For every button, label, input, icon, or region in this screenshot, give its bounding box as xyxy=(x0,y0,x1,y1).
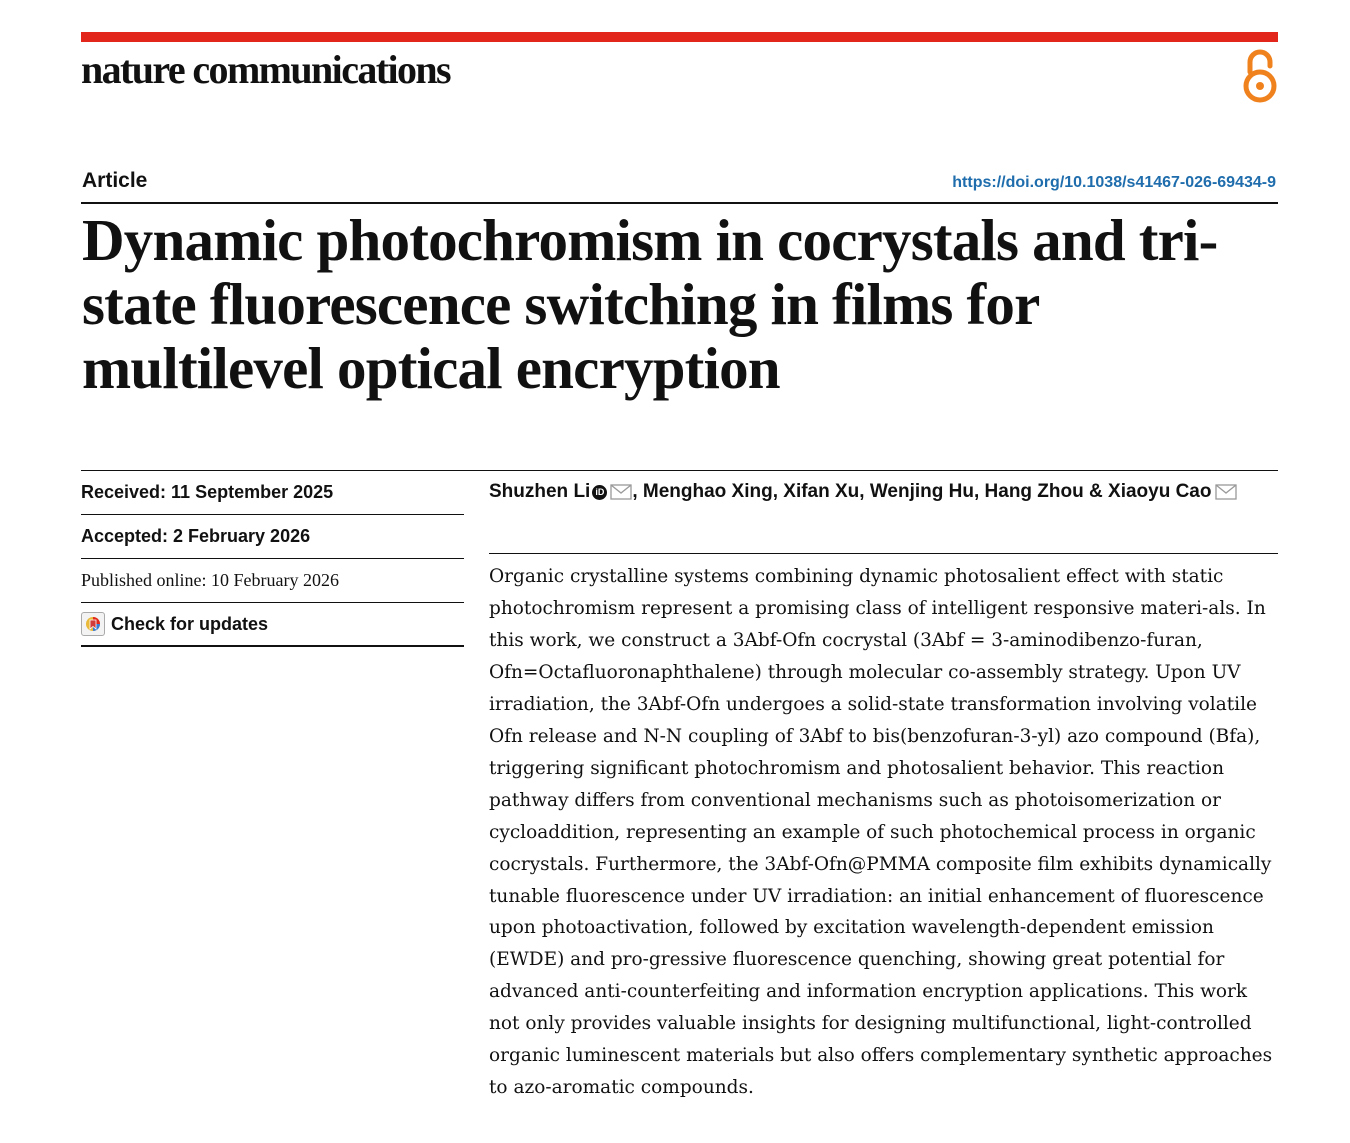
open-access-icon[interactable] xyxy=(1238,46,1282,106)
received-date: Received: 11 September 2025 xyxy=(81,471,464,515)
check-for-updates-label: Check for updates xyxy=(111,613,269,634)
mail-icon[interactable] xyxy=(1215,484,1237,500)
journal-accent-bar xyxy=(81,32,1278,42)
divider xyxy=(489,553,1278,554)
abstract: Organic crystalline systems combining dynamic photosalient effect with static photochromism represent a promising class of intelligent responsive materi-als. In this work, we construct a 3Abf-Ofn cocrystal (3Abf = 3-aminodibenzo-furan, Ofn=Octafluoronaphthalene) through molecular co-assembly strategy. Upon UV irradiation, the 3Abf-Ofn undergoes a solid-state transformation involving volatile Ofn release and N-N coupling of 3Abf to bis(benzofuran-3-yl) azo compound (Bfa), triggering significant photochromism and photosalient behavior. This reaction pathway differs from conventional mechanisms such as photoisomerization or cycloaddition, representing an example of such photochemical process in organic cocrystals. Furthermore, the 3Abf-Ofn@PMMA composite film exhibits dynamically tunable fluorescence under UV irradiation: an initial enhancement of fluorescence upon photoactivation, followed by excitation wavelength-dependent emission (EWDE) and pro-gressive fluorescence quenching, showing great potential for advanced anti-counterfeiting and information encryption applications. This work not only provides valuable insights for designing multifunctional, light-controlled organic luminescent materials but also offers complementary synthetic approaches to azo-aromatic compounds. xyxy=(489,566,1273,1099)
author-list xyxy=(489,481,1289,503)
article-title: Dynamic photochromism in cocrystals and tri-state fluorescence switching in films for multilevel optical encryption xyxy=(82,207,1218,401)
mail-icon[interactable] xyxy=(610,484,632,500)
check-for-updates-button[interactable] xyxy=(81,603,464,647)
doi-link[interactable]: https://doi.org/10.1038/s41467-026-69434-9 xyxy=(952,174,1276,191)
author-name[interactable]: Shuzhen Li xyxy=(489,481,591,502)
accepted-date: Accepted: 2 February 2026 xyxy=(81,515,464,559)
published-date: Published online: 10 February 2026 xyxy=(81,559,464,603)
check-for-updates-icon xyxy=(81,612,105,636)
author-names-rest: , Menghao Xing, Xifan Xu, Wenjing Hu, Hang Zhou & Xiaoyu Cao xyxy=(632,481,1212,502)
divider xyxy=(81,202,1278,204)
journal-name[interactable]: nature communications xyxy=(81,47,450,92)
article-type: Article xyxy=(82,169,148,192)
orcid-icon[interactable]: iD xyxy=(592,485,607,500)
article-history xyxy=(81,471,464,647)
